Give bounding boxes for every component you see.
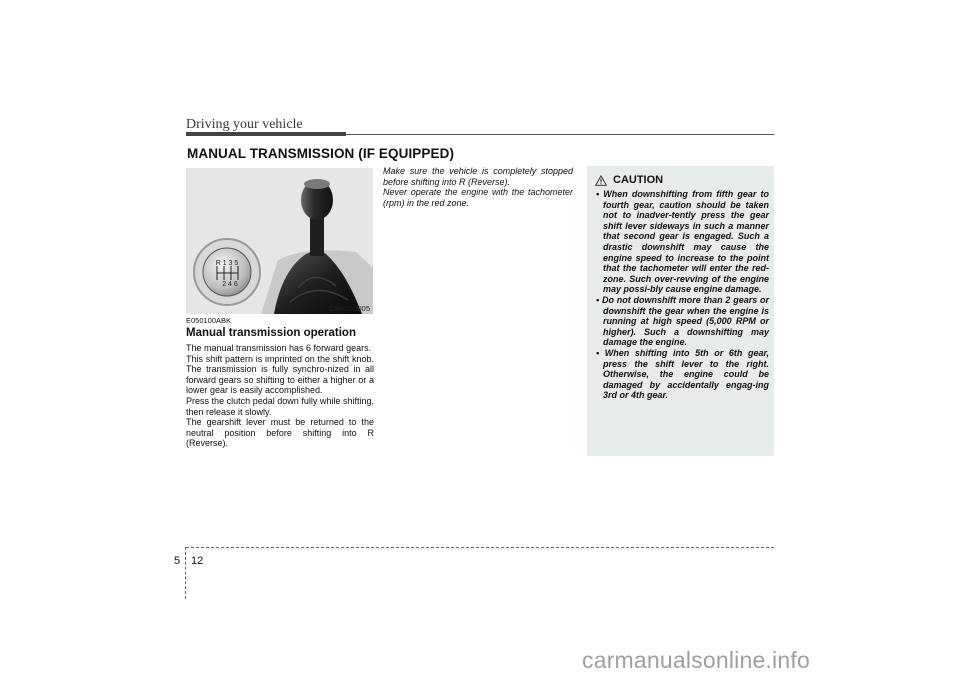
footer-divider	[185, 547, 186, 599]
caution-title: CAUTION	[613, 174, 664, 186]
caution-item: • Do not downshift more than 2 gears or downshift the gear when the engine is running at high speed (5,000 RPM or higher). Such a downshifting may damage the engine.	[596, 294, 770, 348]
chapter-number: 5	[174, 555, 181, 567]
section-title: Driving your vehicle	[186, 117, 303, 132]
body-paragraph: Press the clutch pedal down fully while shifting, then release it slowly.	[186, 395, 374, 417]
reference-code: E050100ABK	[186, 316, 232, 325]
header-bar	[186, 132, 346, 136]
body-text	[186, 343, 374, 449]
caution-box	[587, 166, 774, 456]
header-rule	[346, 134, 774, 135]
body-paragraph: The gearshift lever must be returned to the neutral position before shifting into R (Reverse).	[186, 417, 374, 449]
shift-pattern-top-text: R 1 3 5	[215, 260, 239, 267]
caution-item-text: Do not downshift more than 2 gears or downshift the gear when the engine is running at high speed (5,000 RPM or higher). Such a downshifting may damage the engine.	[601, 294, 770, 348]
footer-rule	[186, 547, 774, 548]
watermark: carmanualsonline.info	[582, 647, 810, 673]
body-paragraph: The manual transmission has 6 forward gears.	[186, 343, 372, 353]
warning-text	[383, 166, 573, 208]
caution-item-text: When shifting into 5th or 6th gear, press the shift lever to the right. Otherwise, the engine could be damaged by accidentally engag-ing 3rd or 4th gear.	[603, 347, 770, 401]
warning-paragraph: Never operate the engine with the tachometer (rpm) in the red zone.	[383, 187, 573, 208]
body-paragraph: This shift pattern is imprinted on the shift knob. The transmission is fully synchro-nized in all forward gears so shifting to either a higher or a lower gear is easily accomplished.	[186, 353, 374, 396]
section-heading: Manual transmission operation	[186, 327, 356, 339]
shift-pattern-bottom-text: 2 4 6	[222, 281, 238, 288]
warning-paragraph: Make sure the vehicle is completely stopped before shifting into R (Reverse).	[383, 166, 573, 187]
caution-item: • When shifting into 5th or 6th gear, press the shift lever to the right. Otherwise, the engine could be damaged by accidentally engag-ing 3rd or 4th gear.	[596, 347, 770, 401]
caution-item-text: When downshifting from fifth gear to fourth gear, caution should be taken not to inadver-tently press the gear shift lever sideways in such a manner that second gear is engaged. Such a drastic downshift may cause the engine speed to increase to the point that the tachometer will enter the red-zone. Such over-revving of the engine may possi-bly cause engine damage.	[603, 189, 769, 295]
figure-code: OBK059005	[329, 304, 370, 313]
page-number: 12	[191, 555, 204, 567]
gear-shift-figure	[186, 168, 373, 314]
caution-list	[593, 189, 769, 401]
chapter-title: MANUAL TRANSMISSION (IF EQUIPPED)	[187, 146, 455, 161]
warning-triangle-icon	[595, 175, 607, 186]
caution-header	[595, 174, 663, 186]
gear-shift-illustration	[186, 168, 373, 314]
caution-item: • When downshifting from fifth gear to fourth gear, caution should be taken not to inadver-tently press the gear shift lever sideways in such a manner that second gear is engaged. Such a drastic downshift may cause the engine speed to increase to the point that the tachometer will enter the red-zone. Such over-revving of the engine may possi-bly cause engine damage.	[596, 189, 769, 295]
